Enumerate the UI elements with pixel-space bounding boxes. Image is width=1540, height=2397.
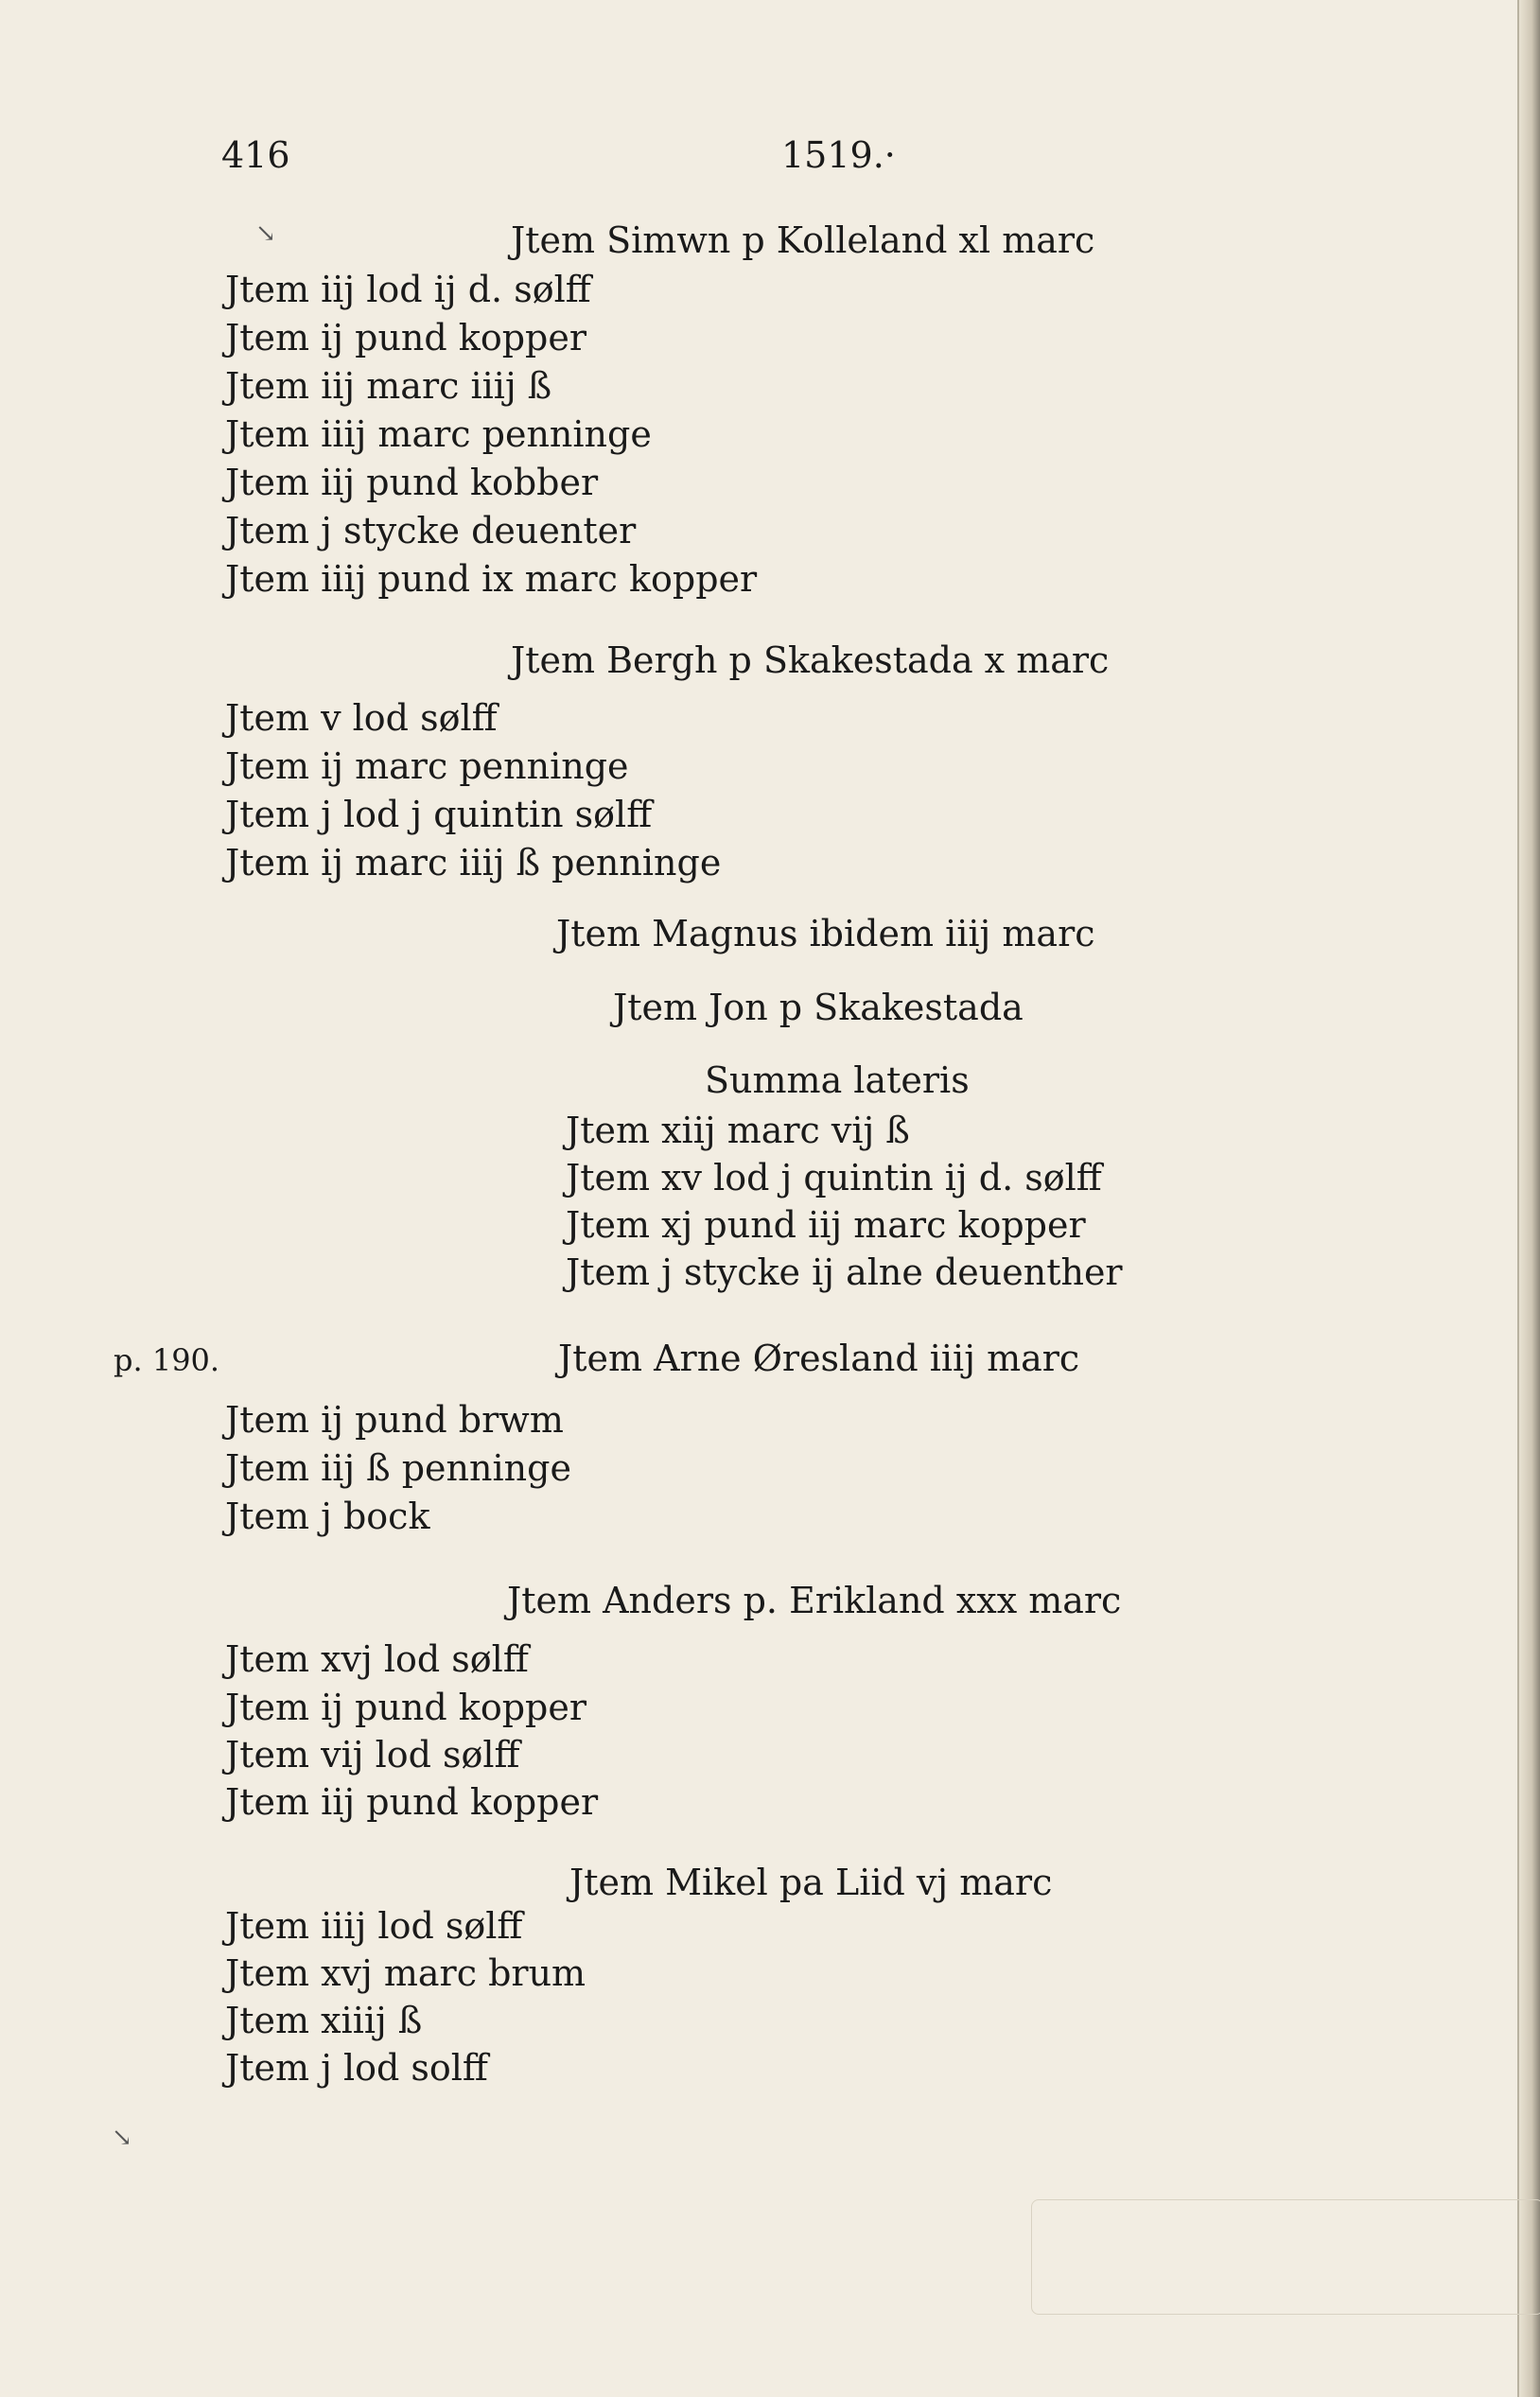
entry-heading: Jtem Arne Øresland iiij marc	[558, 1338, 1080, 1379]
stray-mark: ↘	[112, 2124, 132, 2152]
entry-line: Jtem xvj marc brum	[225, 1952, 586, 1994]
summa-line: Jtem xv lod j quintin ij d. sølff	[566, 1157, 1102, 1198]
entry-line: Jtem v lod sølff	[225, 697, 498, 739]
entry-line: Jtem ij marc iiij ß penninge	[225, 842, 722, 884]
entry-heading: Jtem Magnus ibidem iiij marc	[556, 913, 1095, 954]
entry-line: Jtem ij marc penninge	[225, 745, 629, 787]
entry-line: Jtem iiij lod sølff	[225, 1905, 523, 1947]
entry-line: Jtem iij pund kopper	[225, 1781, 599, 1823]
entry-heading: Jtem Simwn p Kolleland xl marc	[511, 219, 1095, 261]
summa-line: Jtem xj pund iij marc kopper	[566, 1204, 1086, 1246]
entry-line: Jtem xiiij ß	[225, 2000, 423, 2041]
entry-heading: Jtem Jon p Skakestada	[613, 987, 1024, 1028]
entry-line: Jtem iij pund kobber	[225, 462, 599, 503]
entry-heading: Jtem Mikel pa Liid vj marc	[569, 1862, 1053, 1903]
margin-note: p. 190.	[114, 1342, 220, 1378]
entry-line: Jtem j stycke deuenter	[225, 510, 637, 551]
entry-line: Jtem j bock	[225, 1496, 430, 1537]
entry-line: Jtem iiij pund ix marc kopper	[225, 558, 758, 600]
entry-line: Jtem j lod j quintin sølff	[225, 794, 653, 835]
summa-line: Jtem xiij marc vij ß	[566, 1110, 910, 1151]
stray-mark: ↘	[255, 219, 276, 248]
entry-line: Jtem iiij marc penninge	[225, 413, 652, 455]
summa-heading: Summa lateris	[705, 1059, 970, 1101]
entry-line: Jtem ij pund kopper	[225, 317, 587, 359]
entry-line: Jtem j lod solff	[225, 2047, 488, 2089]
entry-line: Jtem xvj lod sølff	[225, 1638, 529, 1680]
entry-line: Jtem iij lod ij d. sølff	[225, 269, 591, 310]
year-heading: 1519.·	[781, 134, 896, 176]
paper-smudge	[1031, 2199, 1540, 2315]
entry-heading: Jtem Bergh p Skakestada x marc	[511, 639, 1110, 681]
summa-line: Jtem j stycke ij alne deuenther	[566, 1251, 1123, 1293]
page-edge-line	[1517, 0, 1519, 2397]
entry-heading: Jtem Anders p. Erikland xxx marc	[507, 1580, 1122, 1621]
entry-line: Jtem ij pund brwm	[225, 1399, 564, 1441]
page-number: 416	[221, 134, 290, 176]
entry-line: Jtem vij lod sølff	[225, 1734, 520, 1776]
entry-line: Jtem ij pund kopper	[225, 1687, 587, 1728]
entry-line: Jtem iij marc iiij ß	[225, 365, 552, 407]
entry-line: Jtem iij ß penninge	[225, 1447, 571, 1489]
page-edge	[1519, 0, 1540, 2397]
